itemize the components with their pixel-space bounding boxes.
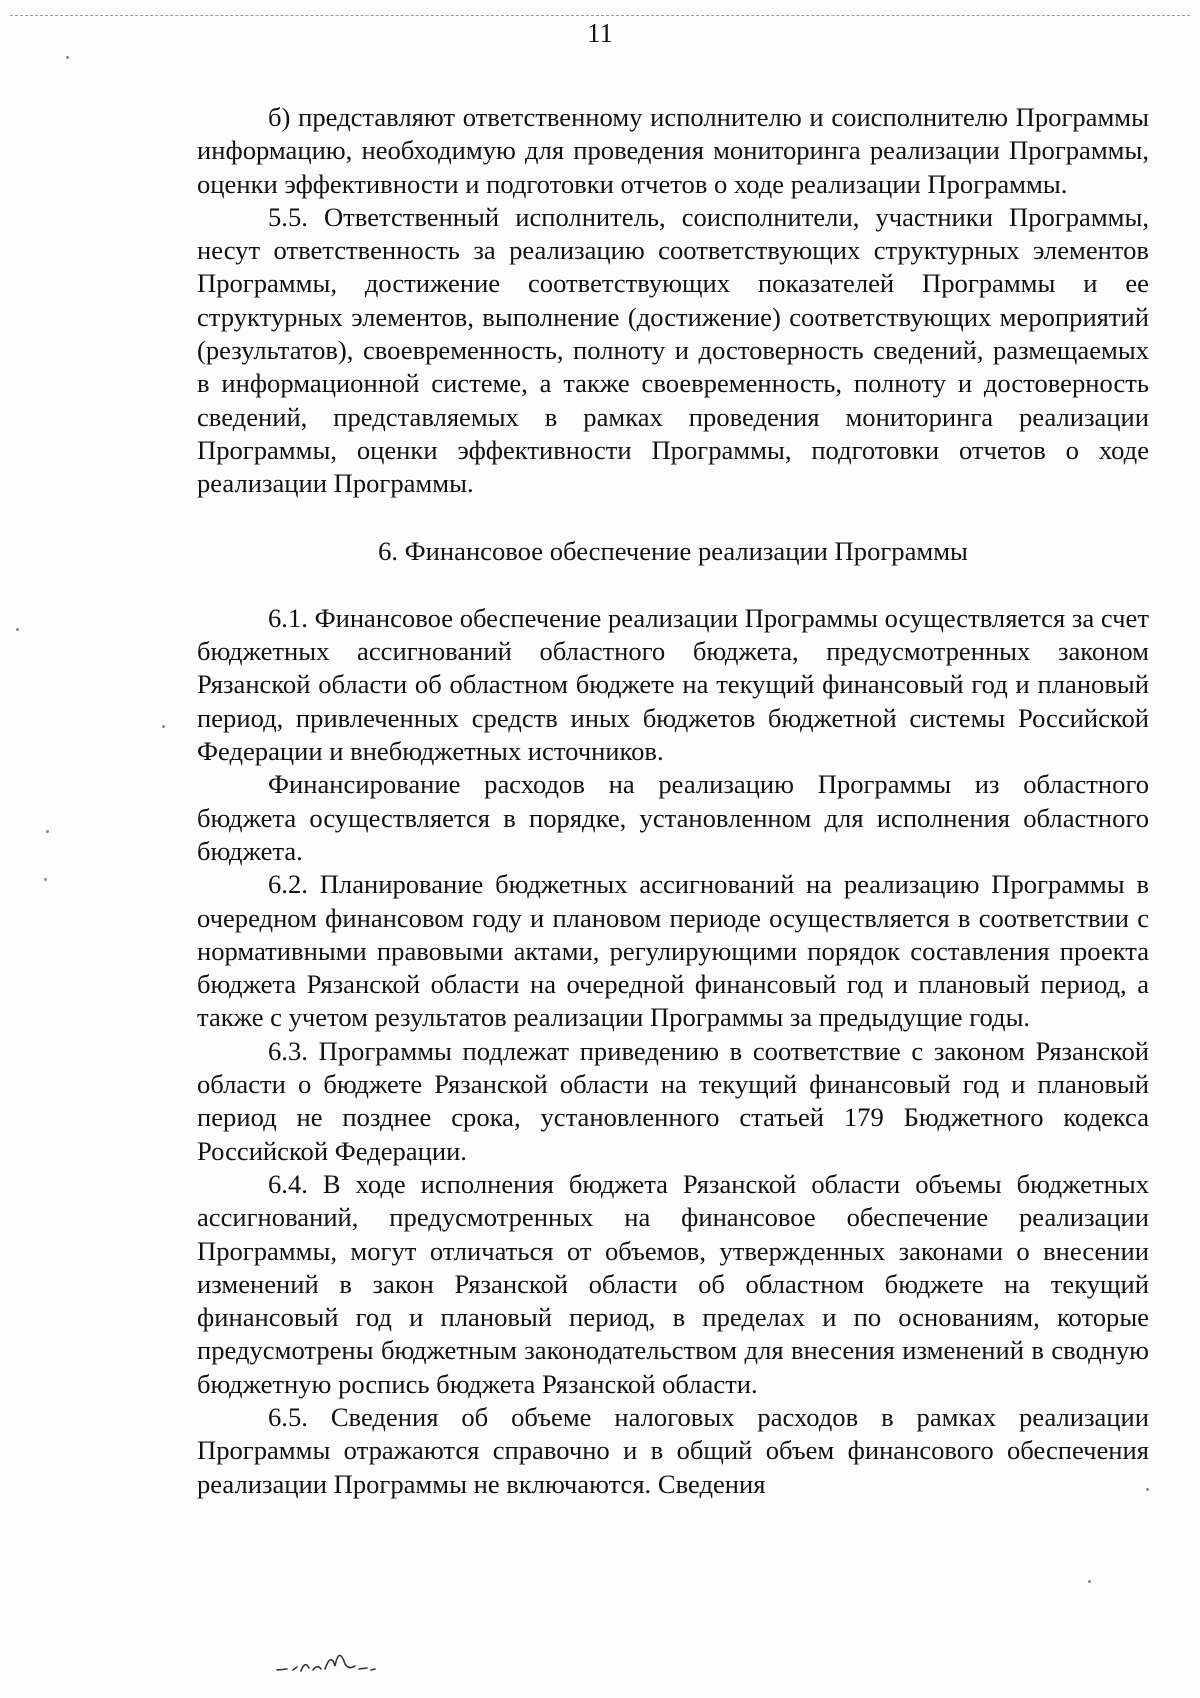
scan-speck (16, 628, 19, 631)
paragraph-b: б) представляют ответственному исполнителю и соисполнителю Программы информацию, необходимую для проведения мониторинга реализации Программы, оценки эффективности и подготовки отчетов о ходе реализации Программы. (197, 102, 1149, 199)
paragraph-financing: Финансирование расходов на реализацию Программы из областного бюджета осуществляется в порядке, установленном для исполнения областного бюджета. (197, 769, 1149, 866)
scan-speck (46, 830, 49, 833)
paragraph-6-3: 6.3. Программы подлежат приведению в соответствие с законом Рязанской области о бюджете Рязанской области на текущий финансовый год и плановый период не позднее срока, установленного статьей 179 Бюджетного кодекса Российской Федерации. (197, 1035, 1149, 1166)
scan-speck (66, 56, 69, 59)
scan-top-edge (10, 15, 1190, 16)
scan-speck (162, 725, 165, 728)
paragraph-6-1: 6.1. Финансовое обеспечение реализации Программы осуществляется за счет бюджетных ассигнований областного бюджета, предусмотренных законом Рязанской области об областном бюджете на текущий финансовый год и плановый период, привлеченных средств иных бюджетов бюджетной системы Российской Федерации и внебюджетных источников. (197, 602, 1149, 767)
handwritten-initials (275, 1640, 395, 1676)
paragraph-5-5: 5.5. Ответственный исполнитель, соисполнители, участники Программы, несут ответственность за реализацию соответствующих структурных элементов Программы, достижение соответствующих показателей Программы и ее структурных элементов, выполнение (достижение) соответствующих мероприятий (результатов), своевременность, полноту и достоверность сведений, размещаемых в информационной системе, а также своевременность, полноту и достоверность сведений, представляемых в рамках проведения мониторинга реализации Программы, оценки эффективности Программы, подготовки отчетов о ходе реализации Программы. (197, 201, 1149, 499)
scan-speck (44, 878, 47, 881)
paragraph-6-5: 6.5. Сведения об объеме налоговых расходов в рамках реализации Программы отражаются справочно и в общий объем финансового обеспечения реализации Программы не включаются. Сведения (197, 1401, 1149, 1499)
paragraph-6-4: 6.4. В ходе исполнения бюджета Рязанской области объемы бюджетных ассигнований, предусмотренных на финансовое обеспечение реализации Программы, могут отличаться от объемов, утвержденных законами о внесении изменений в закон Рязанской области об областном бюджете на текущий финансовый год и плановый период, в пределах и по основаниям, которые предусмотрены бюджетным законодательством для внесения изменений в сводную бюджетную роспись бюджета Рязанской области. (197, 1168, 1149, 1399)
scan-speck (1088, 1580, 1091, 1583)
document-body (197, 101, 1149, 1501)
scan-speck (1146, 1488, 1149, 1491)
paragraph-6-2: 6.2. Планирование бюджетных ассигнований на реализацию Программы в очередном финансовом году и плановом периоде осуществляется в соответствии с нормативными правовыми актами, регулирующими порядок составления проекта бюджета Рязанской области на очередной финансовый год и плановый период, а также с учетом результатов реализации Программы за предыдущие годы. (197, 869, 1149, 1033)
page-number: 11 (587, 18, 613, 48)
section-heading: 6. Финансовое обеспечение реализации Программы (378, 535, 968, 566)
